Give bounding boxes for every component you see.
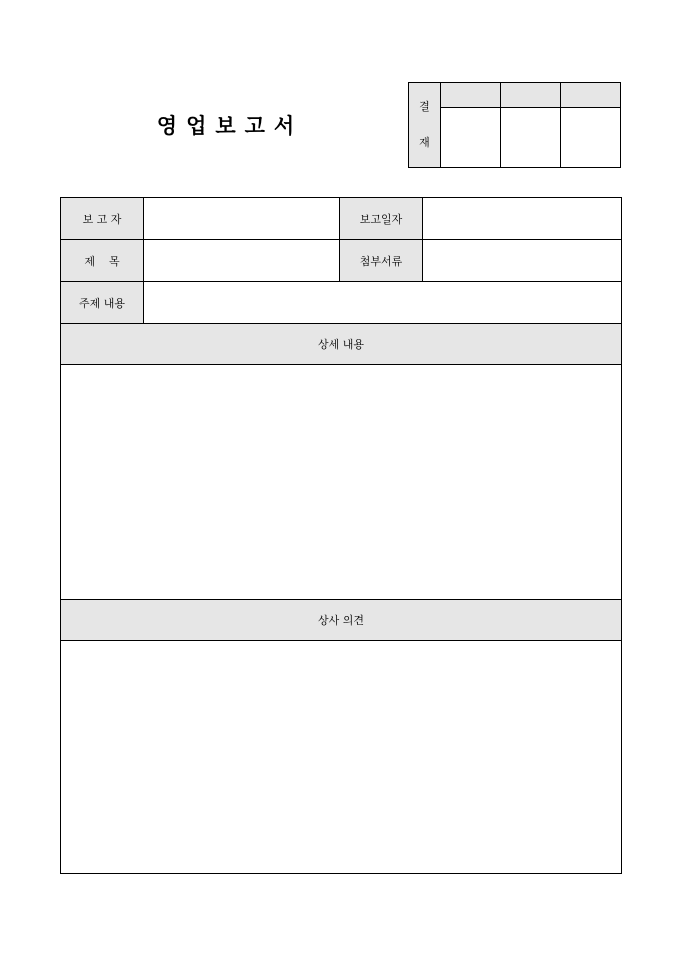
approval-box <box>408 82 621 168</box>
approval-label <box>409 83 441 168</box>
topic-field[interactable] <box>144 282 622 324</box>
approval-role-cell-3 <box>561 83 621 108</box>
report-date-field[interactable] <box>423 198 622 240</box>
report-date-label: 보고일자 <box>340 198 423 240</box>
subject-label: 제 목 <box>61 240 144 282</box>
approval-role-cell-2 <box>501 83 561 108</box>
supervisor-opinion-header: 상사 의견 <box>61 600 622 641</box>
attachments-label: 첨부서류 <box>340 240 423 282</box>
subject-field[interactable] <box>144 240 340 282</box>
report-form <box>60 197 622 874</box>
approval-label-top: 결 <box>419 100 430 113</box>
page-title: 영업보고서 <box>156 113 304 138</box>
reporter-label: 보 고 자 <box>61 198 144 240</box>
approval-signature-cell-1[interactable] <box>441 108 501 168</box>
reporter-field[interactable] <box>144 198 340 240</box>
approval-signature-cell-2[interactable] <box>501 108 561 168</box>
supervisor-opinion-field[interactable] <box>61 641 622 874</box>
details-field[interactable] <box>61 365 622 600</box>
approval-role-cell-1 <box>441 83 501 108</box>
details-header: 상세 내용 <box>61 324 622 365</box>
approval-signature-cell-3[interactable] <box>561 108 621 168</box>
topic-label: 주제 내용 <box>61 282 144 324</box>
approval-label-bottom: 재 <box>419 136 430 149</box>
attachments-field[interactable] <box>423 240 622 282</box>
